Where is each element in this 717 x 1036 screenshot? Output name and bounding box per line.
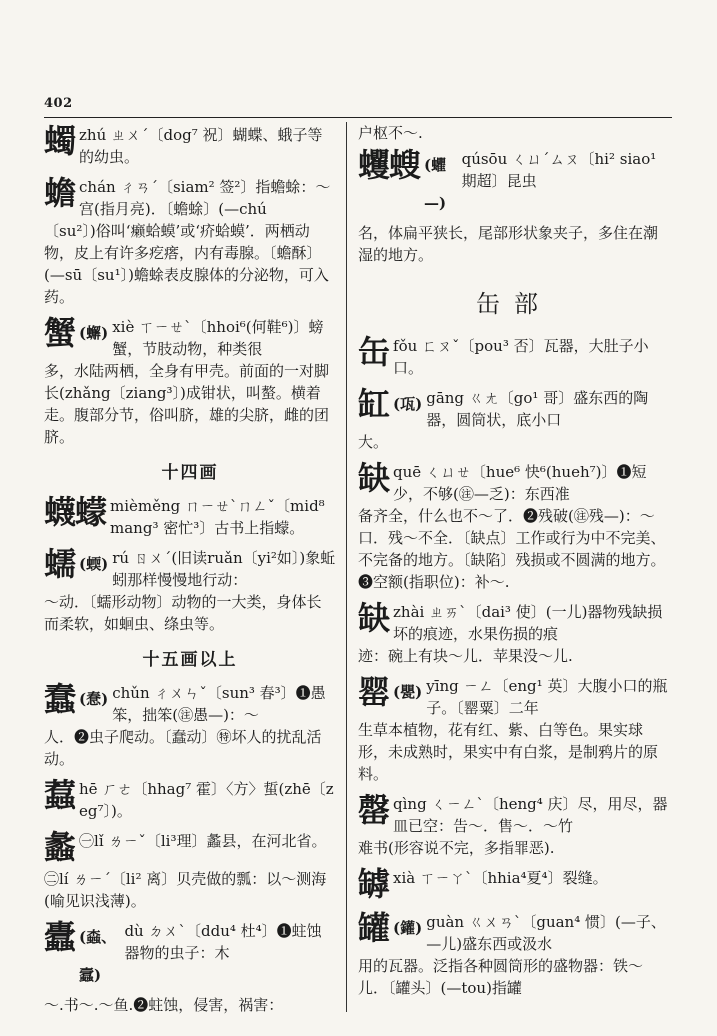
headword: 蠹 [44,918,76,956]
page-number: 402 [44,96,73,111]
entry-head-text: chán ㄔㄢˊ〔siam² 签²〕指蟾蜍：～宫(指月亮)．〔蟾蜍〕(—chú [79,178,331,218]
entry-body-text: 用的瓦器。泛指各种圆筒形的盛物器：铁～儿．〔罐头〕(—tou)指罐 [358,957,644,997]
entry-body-text: 迹：碗上有块～儿．苹果没～儿. [358,647,573,665]
entry-head-text: guàn ㄍㄨㄢˋ〔guan⁴ 惯〕(—子、—儿)盛东西或汲水 [426,913,666,953]
entry-head-text: qúsōu ㄑㄩˊㄙㄡ〔hi² siao¹ 期超〕昆虫 [461,150,657,190]
headword: 蟾 [44,174,76,212]
entry-body-text: 难书(形容说不完，多指罪恶). [358,839,555,857]
dictionary-entry [44,122,336,168]
entry-body-text: 备齐全，什么也不～了．❷残破(㊟残—)：～口．残～不全．〔缺点〕工作或行为中不完美、不完备的地方。〔缺陷〕残损或不圆满的地方。❸空额(指职位)：补～. [358,507,666,591]
entry-head-text: rú ㄖㄨˊ(旧读ruǎn〔yi²如〕)象蚯蚓那样慢慢地行动： [112,549,336,589]
dictionary-entry [358,385,670,453]
variant-form: (蝡) [79,555,109,573]
headword: 罅 [358,865,390,903]
dictionary-entry [44,828,336,912]
header-rule [44,117,672,118]
entry-body-text: 大。 [358,433,389,451]
headword: 缺 [358,599,390,637]
headword: 蟹 [44,314,76,352]
headword: 蠡 [44,828,76,866]
dictionary-entry [44,545,336,635]
entry-body-text: 人．❷虫子爬动。〔蠢动〕㊕坏人的扰乱活动。 [44,728,322,768]
entry-body-text: 多，水陆两栖，全身有甲壳。前面的一对脚长(zhǎng〔ziang³〕)成钳状，叫螯。横着走。腹部分节，俗叫脐，雄的尖脐，雌的团脐。 [44,362,330,446]
entry-head-text: xiè ㄒㄧㄝˋ〔hhoi⁶(何鞋⁶)〕螃蟹，节肢动物，种类很 [112,318,324,358]
variant-form: (甖) [393,683,423,701]
entry-head-text: mièměng ㄇㄧㄝˋㄇㄥˇ〔mid⁸ mang³ 密忙³〕古书上指蠓。 [110,497,325,537]
dictionary-entry [358,865,670,903]
entry-head-text: quē ㄑㄩㄝ〔hue⁶ 快⁶(hueh⁷)〕❶短少，不够(㊟—乏)：东西准 [393,463,647,503]
entry-head-text: yīng ㄧㄥ〔eng¹ 英〕大腹小口的瓶子。〔罂粟〕二年 [426,677,668,717]
entry-head-text: zhài ㄓㄞˋ〔dai³ 使〕(一儿)器物残缺损坏的痕迹，水果伤损的痕 [393,603,663,643]
radical-section-heading: 缶部 [476,290,552,318]
entry-body-text: 〔su²〕)俗叫‘癞蛤蟆’或‘疥蛤蟆’．两栖动物，皮上有许多疙瘩，内有毒腺。〔蟾酥〕(—sū〔su¹〕)蟾蜍表皮腺体的分泌物，可入药。 [44,222,329,306]
variant-form: (蠏) [79,324,109,342]
variant-form: (惷) [79,690,109,708]
dictionary-entry [44,174,336,308]
entry-body-text: 生草本植物，花有红、紫、白等色。果实球形，未成熟时，果实中有白浆，是制鸦片的原料。 [358,721,659,783]
variant-form: (鑵) [393,919,423,937]
headword: 蠛蠓 [44,493,107,531]
headword: 罄 [358,791,390,829]
dictionary-entry [358,146,670,266]
entry-body-text: ～.书～.～鱼.❷蛀蚀，侵害，祸害： [44,996,284,1014]
variant-form: (螙、蠧) [79,928,117,984]
entry-head-text: fǒu ㄈㄡˇ〔pou³ 否〕瓦器，大肚子小口。 [393,337,649,377]
headword: 蠋 [44,122,76,160]
dictionary-entry [358,909,670,999]
entry-head-text: xià ㄒㄧㄚˋ〔hhia⁴夏⁴〕裂缝。 [393,869,608,887]
entry-head-text: ㊀lǐ ㄌㄧˇ〔li³理〕蠡县，在河北省。 [79,832,327,850]
headword: 蠕 [44,545,76,583]
dictionary-entry [44,493,336,539]
variant-form: (蠷—) [424,156,447,212]
left-column [44,122,336,1022]
headword: 缺 [358,459,390,497]
entry-body-text: ～动．〔蠕形动物〕动物的一大类，身体长而柔软，如蛔虫、绦虫等。 [44,593,322,633]
entry-head-text: dù ㄉㄨˋ〔ddu⁴ 杜⁴〕❶蛀蚀器物的虫子：木 [124,922,322,962]
entry-body-text: 名，体扁平狭长，尾部形状象夹子，多住在潮湿的地方。 [358,224,659,264]
second-reading-text: ㊁lí ㄌㄧˊ〔li² 离〕贝壳做的瓢：以～测海(喻见识浅薄)。 [44,870,327,910]
dictionary-entry [44,918,336,1016]
dictionary-entry [358,599,670,667]
stroke-section-heading: 十四画 [161,463,219,483]
entry-head-text: qìng ㄑㄧㄥˋ〔heng⁴ 庆〕尽，用尽，器皿已空：告～．售～．～竹 [393,795,668,835]
stroke-section-heading: 十五画以上 [142,650,238,670]
dictionary-entry [358,459,670,593]
headword: 蠼螋 [358,146,421,184]
entry-head-text: hē ㄏㄜ〔hhag⁷ 霍〕〈方〉蜇(zhē〔zeg⁷〕)。 [79,780,334,820]
headword: 罐 [358,909,390,947]
headword: 罂 [358,673,390,711]
continuation-text: 户枢不～. [358,124,423,142]
entry-head-text: chǔn ㄔㄨㄣˇ〔sun³ 春³〕❶愚笨，拙笨(㊟愚—)：～ [112,684,326,724]
column-divider [346,122,347,1012]
dictionary-entry [358,673,670,785]
entry-head-text: gāng ㄍㄤ〔go¹ 哥〕盛东西的陶器，圆筒状，底小口 [426,389,649,429]
right-column [358,122,670,1022]
dictionary-entry [358,333,670,379]
dictionary-entry [358,791,670,859]
dictionary-entry [44,680,336,770]
headword: 蠚 [44,776,76,814]
headword: 缸 [358,385,390,423]
dictionary-entry [44,314,336,448]
dictionary-entry [44,776,336,822]
headword: 蠢 [44,680,76,718]
headword: 缶 [358,333,390,371]
variant-form: (瓨) [393,395,423,413]
entry-head-text: zhú ㄓㄨˊ〔dog⁷ 祝〕蝴蝶、蛾子等的幼虫。 [79,126,323,166]
